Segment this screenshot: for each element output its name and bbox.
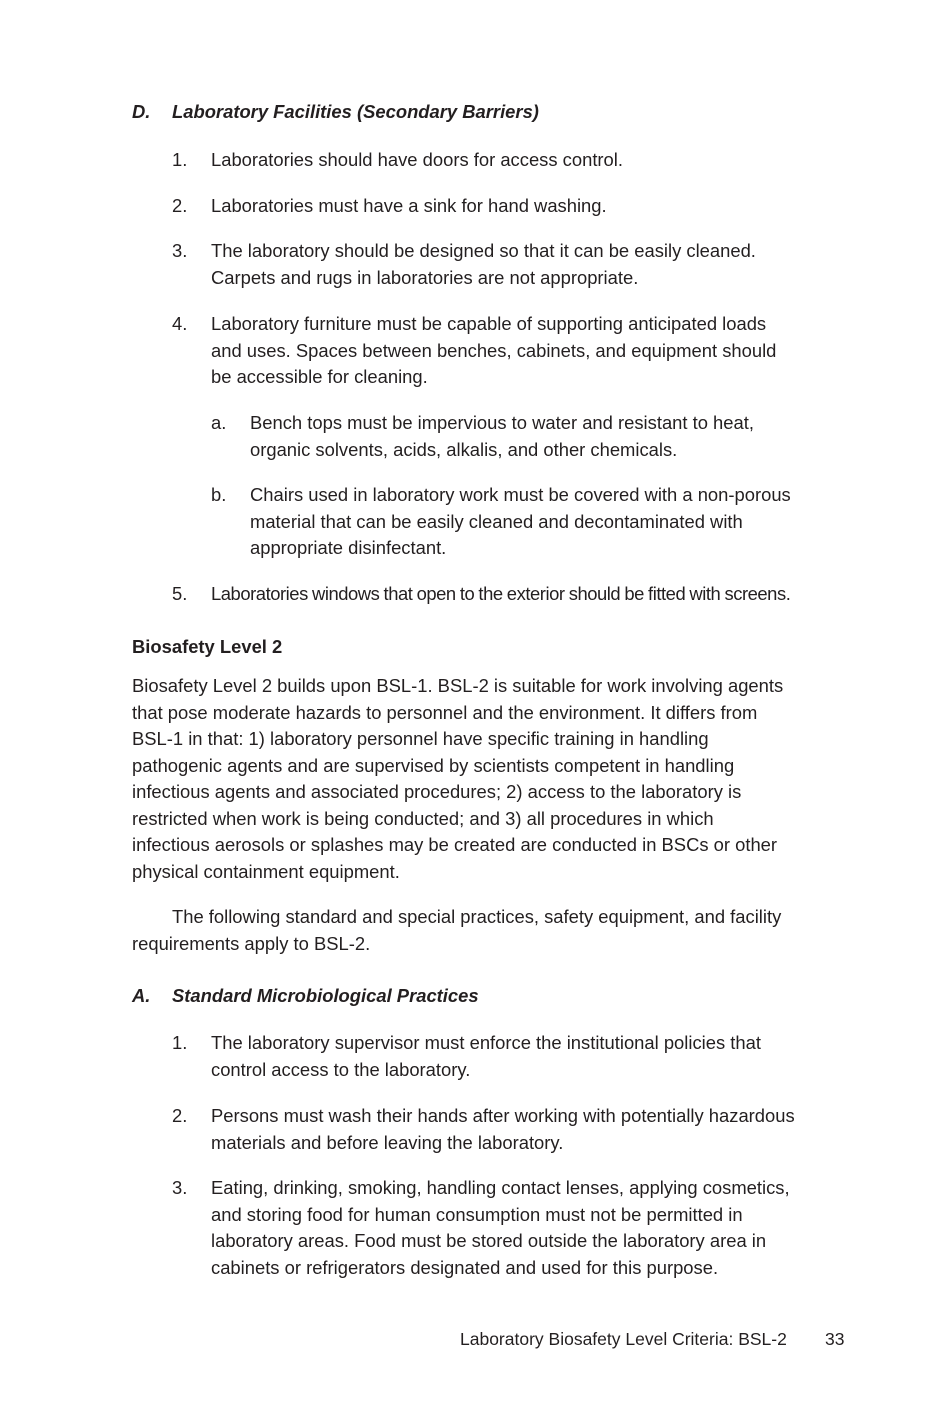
text-line: requirements apply to BSL-2.: [132, 932, 371, 954]
item-text: [211, 1103, 795, 1156]
subitem-text: [250, 482, 791, 562]
text-line: material that can be easily cleaned and decontaminated with: [250, 510, 743, 532]
bsl2-following-paragraph: [132, 904, 781, 957]
section-a-title: Standard Microbiological Practices: [172, 985, 479, 1006]
text-line: Laboratory furniture must be capable of supporting anticipated loads: [211, 313, 767, 334]
text-line: organic solvents, acids, alkalis, and other chemicals.: [250, 438, 678, 460]
text-line: cabinets or refrigerators designated and used for this purpose.: [211, 1256, 719, 1278]
text-line: infectious aerosols or splashes may be created are conducted in BSCs or other: [132, 834, 778, 855]
item-text: [211, 193, 607, 220]
text-line: BSL-1 in that: 1) laboratory personnel have specific training in handling: [132, 728, 709, 749]
item-number: 3.: [172, 240, 188, 261]
running-title: Laboratory Biosafety Level Criteria: BSL-2: [460, 1329, 787, 1349]
section-a-heading: [132, 983, 479, 1010]
text-line: Bench tops must be impervious to water and resistant to heat,: [250, 412, 754, 433]
item-text: [211, 1175, 790, 1281]
text-line: Laboratories should have doors for access control.: [211, 149, 623, 170]
bsl2-heading: Biosafety Level 2: [132, 636, 283, 657]
section-d-title: Laboratory Facilities (Secondary Barriers): [172, 101, 539, 122]
text-line: that pose moderate hazards to personnel and the environment. It differs from: [132, 701, 758, 723]
item-number: 1.: [172, 149, 188, 170]
text-line: and storing food for human consumption must not be permitted in: [211, 1203, 743, 1225]
item-number: 4.: [172, 313, 188, 334]
page-number: 33: [825, 1329, 845, 1349]
text-line: The laboratory supervisor must enforce the institutional policies that: [211, 1032, 761, 1053]
text-line: Eating, drinking, smoking, handling contact lenses, applying cosmetics,: [211, 1177, 790, 1198]
item-text: [211, 581, 790, 608]
text-line: and uses. Spaces between benches, cabinets, and equipment should: [211, 339, 777, 361]
subitem-text: [250, 410, 754, 463]
text-line: laboratory areas. Food must be stored outside the laboratory area in: [211, 1230, 767, 1251]
text-line: Persons must wash their hands after working with potentially hazardous: [211, 1105, 795, 1126]
item-number: 5.: [172, 583, 188, 604]
item-text: [211, 311, 776, 391]
text-line: The following standard and special practices, safety equipment, and facility: [172, 906, 782, 927]
text-line: Carpets and rugs in laboratories are not appropriate.: [211, 266, 639, 288]
text-line: be accessible for cleaning.: [211, 366, 428, 387]
bsl2-intro-paragraph: [132, 673, 783, 885]
text-line: Chairs used in laboratory work must be covered with a non-porous: [250, 484, 791, 505]
section-d-heading: [132, 99, 539, 126]
subitem-letter: a.: [211, 412, 227, 433]
item-text: [211, 1030, 761, 1083]
section-d-letter: D.: [132, 101, 151, 122]
text-line: appropriate disinfectant.: [250, 537, 447, 558]
item-text: [211, 238, 756, 291]
page-footer: [460, 1326, 845, 1353]
item-number: 1.: [172, 1032, 188, 1053]
section-a-letter: A.: [132, 985, 151, 1006]
text-line: infectious agents and associated procedures; 2) access to the laboratory is: [132, 781, 742, 802]
text-line: restricted when work is being conducted; and 3) all procedures in which: [132, 807, 714, 829]
item-number: 3.: [172, 1177, 188, 1198]
text-line: Laboratories windows that open to the exterior should be fitted with screens.: [211, 583, 791, 604]
text-line: Laboratories must have a sink for hand washing.: [211, 195, 607, 216]
text-line: The laboratory should be designed so that it can be easily cleaned.: [211, 240, 756, 261]
item-text: [211, 147, 623, 174]
subitem-letter: b.: [211, 484, 227, 505]
text-line: Biosafety Level 2 builds upon BSL-1. BSL-2 is suitable for work involving agents: [132, 675, 784, 696]
text-line: pathogenic agents and are supervised by scientists competent in handling: [132, 754, 735, 776]
item-number: 2.: [172, 195, 188, 216]
item-number: 2.: [172, 1105, 188, 1126]
text-line: physical containment equipment.: [132, 860, 400, 882]
text-line: control access to the laboratory.: [211, 1058, 471, 1080]
text-line: materials and before leaving the laboratory.: [211, 1131, 564, 1153]
